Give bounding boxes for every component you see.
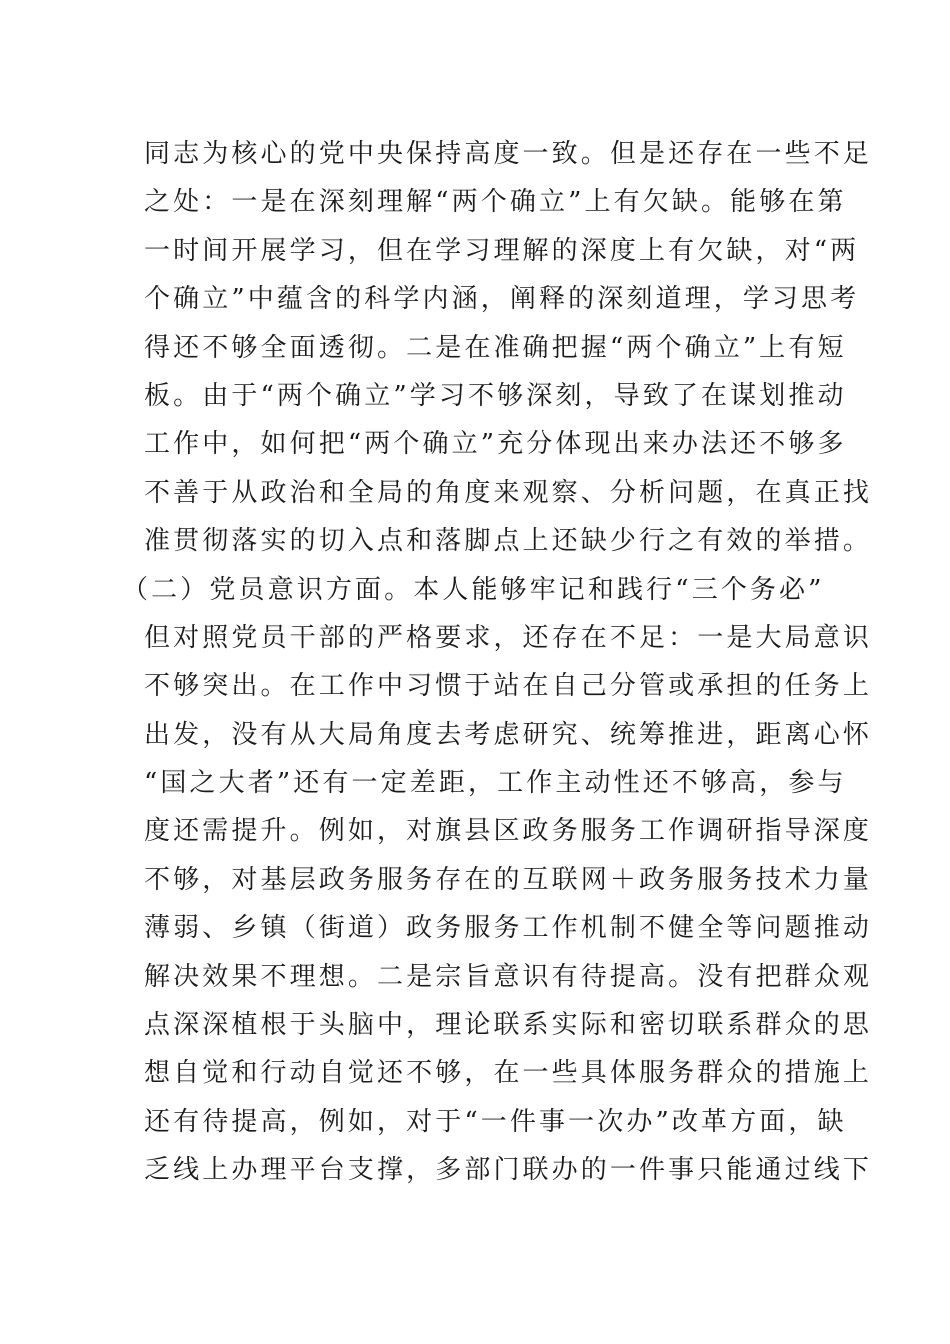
text-line: 同志为核心的党中央保持高度一致。但是还存在一些不足 xyxy=(144,139,873,169)
text-line: 解决效果不理想。二是宗旨意识有待提高。没有把群众观 xyxy=(144,961,873,992)
text-line: 但对照党员干部的严格要求，还存在不足：一是大局意识 xyxy=(144,622,873,653)
text-line: 还有待提高，例如，对于“一件事一次办”改革方面，缺 xyxy=(144,1106,847,1137)
section-heading-line: （二）党员意识方面。本人能够牢记和践行“三个务必” xyxy=(122,574,825,605)
text-line: 准贯彻落实的切入点和落脚点上还缺少行之有效的举措。 xyxy=(144,526,873,557)
text-line: 点深深植根于头脑中，理论联系实际和密切联系群众的思 xyxy=(144,1010,873,1041)
text-line: 出发，没有从大局角度去考虑研究、统筹推进，距离心怀 xyxy=(144,719,873,750)
text-line: 薄弱、乡镇（街道）政务服务工作机制不健全等问题推动 xyxy=(144,913,873,944)
text-line: 一时间开展学习，但在学习理解的深度上有欠缺，对“两 xyxy=(144,235,860,266)
text-line: 不善于从政治和全局的角度来观察、分析问题，在真正找 xyxy=(144,477,873,508)
text-line: 不够，对基层政务服务存在的互联网＋政务服务技术力量 xyxy=(144,864,873,895)
text-line: 板。由于“两个确立”学习不够深刻，导致了在谋划推动 xyxy=(144,380,847,411)
text-line: 之处：一是在深刻理解“两个确立”上有欠缺。能够在第 xyxy=(144,187,847,218)
text-line: 不够突出。在工作中习惯于站在自己分管或承担的任务上 xyxy=(144,671,873,702)
text-line: “国之大者”还有一定差距，工作主动性还不够高，参与 xyxy=(144,768,847,799)
text-line: 得还不够全面透彻。二是在准确把握“两个确立”上有短 xyxy=(144,332,847,363)
text-line: 想自觉和行动自觉还不够，在一些具体服务群众的措施上 xyxy=(144,1058,873,1089)
text-line: 工作中，如何把“两个确立”充分体现出来办法还不够多 xyxy=(144,429,847,460)
body-text xyxy=(122,130,873,1195)
text-line: 个确立”中蕴含的科学内涵，阐释的深刻道理，学习思考 xyxy=(144,284,860,315)
text-line: 乏线上办理平台支撑，多部门联办的一件事只能通过线下 xyxy=(144,1155,873,1186)
text-line: 度还需提升。例如，对旗县区政务服务工作调研指导深度 xyxy=(144,816,873,847)
